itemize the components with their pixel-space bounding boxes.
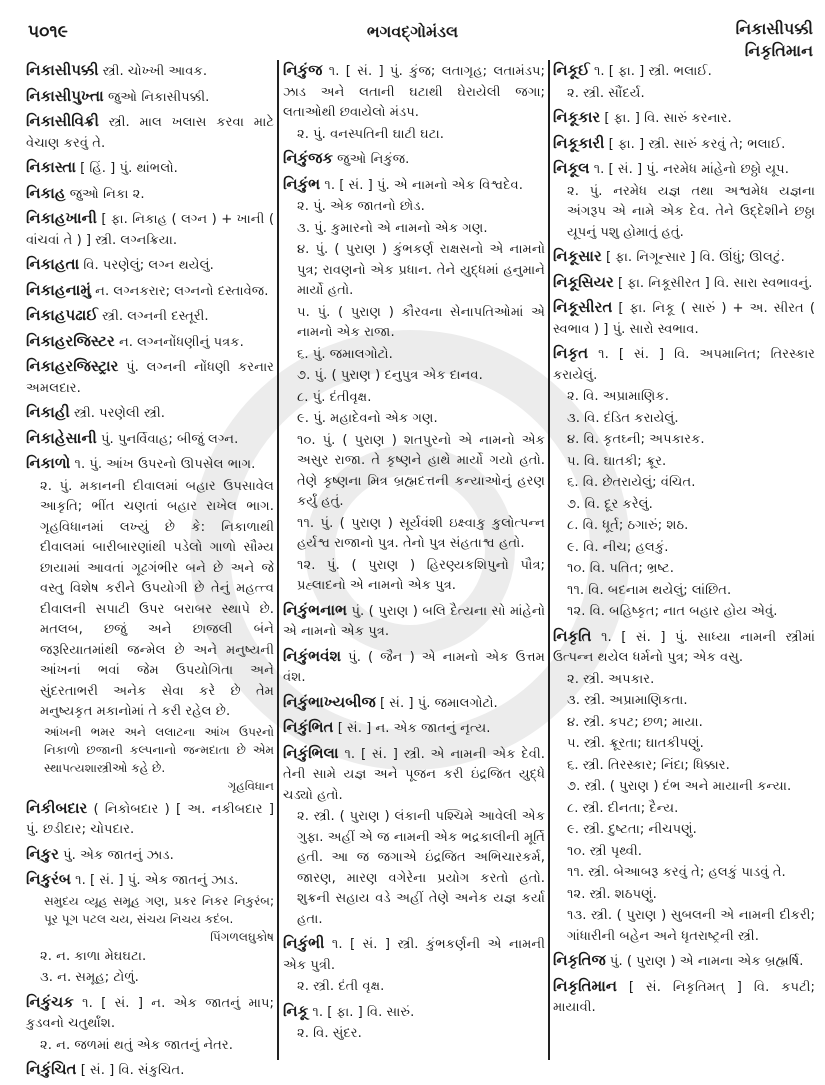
entry-definition: ( નિકોબદાર ) [ અ. નકીબદાર ] પું. છડીદાર; ચોપદાર. [26, 801, 274, 837]
entry-definition: [ ફા. નિકૂસીરત ] વિ. સારા સ્વભાવનું. [617, 275, 813, 291]
dictionary-entry [26, 208, 274, 251]
dictionary-column-1 [26, 60, 274, 1085]
entry-definition: [ ફા. નિગૂન્સાર ] વિ. ઊંધું; ઊલટું. [605, 250, 785, 265]
entry-definition: પું. લગ્નની નોંધણી કરનાર અમલદાર. [26, 360, 274, 396]
entry-headword: નિકાહતા [26, 255, 80, 273]
dictionary-entry [26, 157, 274, 180]
dictionary-entry [26, 428, 274, 451]
entry-headword: નિકુંભી [283, 934, 325, 952]
sub-sense: ૭. પું. ( પુરાણ ) દનુપુત્ર એક દાનવ. [297, 368, 483, 383]
citation-text: આંખની ભમર અને લલાટના આંખ ઉપરનો નિકાળો છજાની કલ્પનાનો જન્મદાતા છે એમ સ્થાપત્યશાસ્ત્રીઓ કહે છે. [44, 724, 274, 775]
sub-sense: ૪. વિ. કૃતઘ્ની; અપકારક. [567, 432, 705, 447]
entry-headword: નિકાહ [26, 183, 66, 202]
dictionary-entry [283, 646, 545, 689]
dictionary-entry [26, 844, 274, 867]
sub-sense: ૬. પું. જમાલગોટો. [297, 346, 393, 362]
dictionary-entry [283, 933, 545, 998]
entry-headword: નિકુંભિલા [283, 743, 339, 762]
entry-headword: નિકુંચિત [26, 1060, 77, 1078]
entry-definition: ૧. [ સં. ] પું. કુંજ; લતાગૃહ; લતામંડપ; ઝાડ અને લતાની ઘટાથી ઘેરાયેલી જગા; લતાઓથી છવાયેલો મંડપ. [283, 64, 545, 120]
page-number: ૫૦૧૯ [28, 22, 68, 42]
sub-sense: ૩. પું. કુમારનો એ નામનો એક ગણ. [297, 220, 488, 236]
sub-sense: ૧૨. સ્ત્રી. શઠપણું. [567, 886, 657, 902]
entry-headword: નિકૂલ [553, 159, 590, 177]
entry-headword: નિકુંજ [283, 61, 323, 79]
sub-sense: ૯. પું. મહાદેવનો એક ગણ. [297, 411, 438, 426]
entry-headword: નિકૃતિજ [553, 951, 606, 969]
entry-headword: નિકીબદાર [26, 798, 88, 817]
dictionary-entry [26, 331, 274, 354]
entry-headword: નિકૂકારી [553, 133, 605, 152]
dictionary-entry [553, 246, 815, 269]
sub-sense: ૧૧. વિ. બદનામ થયેલું; લાંછિત. [567, 582, 732, 598]
sub-sense: ૨. વિ. અપ્રામાણિક. [567, 389, 669, 404]
entry-definition: સ્ત્રી. લગ્નની દસ્તૂરી. [102, 309, 209, 324]
dictionary-entry [553, 60, 815, 104]
sub-sense: ૯. સ્ત્રી. દુષ્ટતા; નીચપણું. [567, 822, 697, 837]
entry-definition: ૧. [ સં. ] સ્ત્રી. કુંભકર્ણની એ નામની એક પુત્રી. [283, 937, 545, 973]
entry-headword: નિકાહનામું [26, 280, 91, 299]
sub-sense: ૮. વિ. ધૂર્ત; ઠગારું; શઠ. [567, 518, 689, 533]
sub-sense: ૧૦. પું. ( પુરાણ ) શતપુરનો એ નામનો એક અસુર રાજા. તે કૃષ્ણને હાથે માર્યો ગયો હતો. તેણે કૃષ્ણના મિત્ર બ્રહ્મદત્તની કન્યાઓનું હરણ કર્યું હતું. [297, 432, 545, 509]
entry-headword: નિકુર [26, 844, 59, 863]
sub-sense: ૧૧. પું. ( પુરાણ ) સૂર્યવંશી ઇક્ષ્વાકુ કુલોત્પન્ન હર્યશ્વ રાજાનો પુત્ર. તેનો પુત્ર સંહતાશ્વ હતો. [297, 515, 545, 551]
entry-headword: નિકૂ [283, 1001, 309, 1020]
sub-sense: ૮. પું. દંતીવૃક્ષ. [297, 389, 372, 405]
dictionary-entry [553, 158, 815, 243]
dictionary-entry [26, 111, 274, 154]
dictionary-entry [26, 402, 274, 425]
entry-headword: નિકાહી [26, 403, 70, 421]
dictionary-entry [553, 343, 815, 623]
dictionary-entry [26, 305, 274, 328]
entry-definition: પું. ( જૈન ) એ નામનો એક ઉત્તમ વંશ. [283, 649, 545, 685]
entry-headword: નિકુંભિત [283, 718, 334, 736]
entry-headword: નિકુંભાખ્યબીજ [283, 692, 376, 711]
sub-sense: ૪. સ્ત્રી. કપટ; છળ; માયા. [567, 714, 703, 730]
entry-definition: ન. લગ્નનોંધણીનું પત્રક. [118, 334, 244, 350]
entry-definition: ૧. [ સં. ] પું. નરમેધ માંહેનો છઠ્ઠો યૂપ. [593, 162, 789, 177]
entry-definition: ન. લગ્નકરાર; લગ્નનો દસ્તાવેજ. [95, 283, 269, 299]
sub-sense: ૧૨. પું. ( પુરાણ ) હિરણ્યકશિપુનો પૌત્ર; પ્રહ્લાદનો એ નામનો એક પુત્ર. [297, 557, 545, 593]
dictionary-entry [26, 869, 274, 989]
entry-headword: નિકાહરજિસ્ટ્રાર [26, 357, 119, 375]
sub-sense: ૨. સ્ત્રી. ( પુરાણ ) લંકાની પશ્ચિમે આવેલી એક ગુફા. અહીં એ જ નામની એક ભદ્રકાલીની મૂર્તિ હતી. આ જ જગાએ ઇંદ્રજિત અભિચારકર્મ, જારણ, મારણ વગેરેના પ્રયોગ કરતો હતો. શુક્રની સહાય વડે અહીં તેણે અનેક યજ્ઞ કર્યા હતા. [297, 809, 545, 927]
entry-definition: ૧. [ ફા. ] સ્ત્રી. ભલાઈ. [593, 64, 712, 79]
sub-sense: ૫. પું. ( પુરાણ ) કૌરવના સેનાપતિઓમાં એ નામનો એક રાજા. [297, 304, 545, 340]
sub-sense: ૬. સ્ત્રી. તિરસ્કાર; નિંદા; ધિક્કાર. [567, 757, 730, 773]
guide-word-last: નિકૃતિમાન [744, 41, 813, 60]
entry-headword: નિકૂસીરત [553, 298, 613, 316]
entry-headword: નિકાસીપક્કી [26, 61, 99, 79]
dictionary-entry [26, 992, 274, 1057]
citation-quote [26, 723, 274, 795]
entry-headword: નિકાહખાની [26, 209, 97, 227]
dictionary-entry [553, 626, 815, 948]
sub-sense: ૨. પું. નરમેધ યજ્ઞ તથા અશ્વમેધ યજ્ઞના અંગરૂપ એ નામે એક દેવ. તેને ઉદ્દેશીને છઠ્ઠા યૂપનું પશુ હોમાતું હતું. [567, 183, 815, 240]
entry-headword: નિકૃતિમાન [553, 976, 617, 995]
citation-quote [26, 892, 274, 946]
sub-sense: ૩. વિ. દંડિત કરાયેલું. [567, 410, 679, 426]
entry-definition: સ્ત્રી. પરણેલી સ્ત્રી. [74, 406, 165, 421]
entry-headword: નિકૂકાર [553, 108, 601, 126]
entry-definition: વિ. પરણેલું; લગ્ન થયેલું. [83, 258, 214, 273]
entry-definition: પું. ( પુરાણ ) બલિ દૈત્યના સો માંહેનો એ નામનો એક પુત્ર. [283, 603, 545, 639]
dictionary-entry [283, 60, 545, 145]
entry-headword: નિકુંભવંશ [283, 646, 342, 665]
entry-headword: નિકુરંબ [26, 870, 71, 888]
entry-definition: સ્ત્રી. માલ ખલાસ કરવા માટે વેચાણ કરવું તે. [26, 115, 274, 151]
sub-sense: ૨. ન. કાળા મેઘઘટા. [40, 948, 147, 964]
sub-sense: ૨. સ્ત્રી. દંતી વૃક્ષ. [297, 979, 385, 994]
entry-definition: ૧. [ સં. ] વિ. અપમાનિત; તિરસ્કાર કરાયેલું. [553, 347, 815, 383]
entry-definition: [ હિં. ] પું. થાંભલો. [80, 161, 178, 176]
dictionary-entry [26, 1059, 274, 1082]
sub-sense: ૪. પું. ( પુરાણ ) કુંભકર્ણ રાક્ષસનો એ નામનો પુત્ર; રાવણનો એક પ્રધાન. તેને યુદ્ધમાં હનુમાને માર્યો હતો. [297, 242, 545, 298]
dictionary-entry [553, 107, 815, 130]
entry-headword: નિકૂસાર [553, 247, 602, 265]
entry-definition: ૧. [ સં. ] પું. એક જાતનું ઝાડ. [75, 873, 239, 888]
dictionary-entry [26, 60, 274, 83]
sub-sense: ૧૨. વિ. બહિષ્કૃત; નાત બહાર હોય એવું. [567, 604, 778, 619]
citation-source: પિંગળલઘુકોષ [210, 929, 274, 944]
entry-definition: ૧. [ સં. ] સ્ત્રી. એ નામની એક દેવી. તેની સામે યજ્ઞ અને પૂજન કરી ઇંદ્રજિત યુદ્ધે ચડ્યો હતો. [283, 746, 545, 803]
entry-definition: પું. પુનર્વિવાહ; બીજું લગ્ન. [101, 431, 239, 447]
entry-definition: [ ફા. નિકૂ ( સારું ) + અ. સીરત ( સ્વભાવ ) ] પું. સારો સ્વભાવ. [553, 301, 815, 337]
entry-headword: નિકુંજક [283, 149, 333, 167]
entry-headword: નિકૃતિ [553, 626, 592, 645]
entry-headword: નિકાહપઢાઈ [26, 306, 98, 324]
dictionary-column-2 [283, 60, 545, 1048]
dictionary-entry [283, 717, 545, 740]
entry-headword: નિકાસીપુખ્તા [26, 86, 104, 105]
dictionary-entry [283, 1001, 545, 1045]
entry-headword: નિકુંભ [283, 174, 321, 193]
dictionary-column-3 [553, 60, 815, 1022]
dictionary-entry [283, 600, 545, 643]
entry-headword: નિકાહેસાની [26, 428, 97, 447]
entry-definition: પું. ( પુરાણ ) એ નામના એક બ્રહ્મર્ષિ. [609, 954, 804, 969]
column-divider [277, 60, 279, 1060]
dictionary-entry [283, 174, 545, 597]
entry-headword: નિકૃત [553, 344, 589, 362]
dictionary-entry [283, 692, 545, 715]
sub-sense: ૮. સ્ત્રી. દીનતા; દૈન્ય. [567, 800, 679, 816]
citation-source: ગૃહવિધાન [227, 778, 274, 793]
sub-sense: ૨. સ્ત્રી. સૌંદર્ય. [567, 85, 645, 101]
dictionary-entry [26, 183, 274, 206]
entry-definition: ૧. [ સં. ] પું. એ નામનો એક વિશ્વદેવ. [324, 177, 523, 193]
entry-definition: [ ફા. નિકાહ ( લગ્ન ) + ખાની ( વાંચવાં તે ) ] સ્ત્રી. લગ્નક્રિયા. [26, 212, 274, 248]
sub-sense: ૧૩. સ્ત્રી. ( પુરાણ ) સુબલની એ નામની દીકરી; ગાંધારીની બહેન અને ધૃતરાષ્ટ્રની સ્ત્રી. [567, 908, 815, 944]
entry-definition: ૧. [ સં. ] ન. એક જાતનું માપ; કુડવનો ચતુર્થાંશ. [26, 995, 275, 1031]
dictionary-entry [283, 743, 545, 931]
sub-sense: ૨. પું. એક જાતનો છોડ. [297, 199, 425, 214]
entry-definition: [ સં. ] વિ. સંકુચિત. [80, 1063, 185, 1078]
sub-sense: ૧૧. સ્ત્રી. બેઆબરૂ કરવું તે; હલકું પાડવું તે. [567, 865, 786, 880]
entry-headword: નિકાહરજિસ્ટર [26, 331, 115, 350]
sub-sense: ૨. સ્ત્રી. અપકાર. [567, 671, 655, 687]
dictionary-entry [553, 272, 815, 295]
sub-sense: ૨. પું. વનસ્પતિની ઘાટી ઘટા. [297, 126, 444, 142]
entry-headword: નિકુંભનાભ [283, 600, 348, 619]
entry-definition: જુઓ નિકાસીપક્કી. [107, 89, 210, 105]
entry-definition: ૧. [ ફા. ] વિ. સારું. [312, 1004, 415, 1020]
sub-sense: ૧૦. સ્ત્રી પૃથ્વી. [567, 843, 642, 859]
sub-sense: ૫. વિ. ઘાતકી; ક્રૂર. [567, 453, 667, 469]
sub-sense: ૯. વિ. નીચ; હલકું. [567, 539, 669, 555]
sub-sense: ૨. પું. મકાનની દીવાલમાં બહાર ઉપસાવેલ આકૃતિ; ભીંત ચણતાં બહાર રાખેલ ભાગ. ગૃહવિધાનમાં લખ્યું છે કે: નિકાળાથી દીવાલમાં બારીબારણાંથી પડેલો ગાળો સૌમ્ય છાયામાં આવતાં ગૂઢગંભીર બને છે અને જે વસ્તુ વિશેષ કરીને ઉપયોગી છે તેનું મહત્ત્વ દીવાલની સપાટી ઉપર બરાબર સ્થાપે છે. મતલબ, છજું અને છાજલી બંને જરૂરિયાતમાંથી જન્મેલ છે અને મનુષ્યની આંખનાં ભવાં જેમ ઉપયોગિતા અને સુંદરતાભરી અનેક સેવા કરે છે તેમ મનુષ્યકૃત મકાનોમાં તે કરી રહેલ છે. [40, 478, 274, 719]
dictionary-entry [283, 148, 545, 171]
column-divider [548, 60, 550, 1060]
sub-sense: ૭. સ્ત્રી. ( પુરાણ ) દંભ અને માયાની કન્યા. [567, 779, 792, 794]
entry-definition: જુઓ નિકુંજ. [337, 152, 410, 167]
dictionary-entry [553, 133, 815, 156]
sub-sense: ૭. વિ. દૂર કરેલું. [567, 496, 653, 512]
entry-definition: [ ફા. ] વિ. સારું કરનાર. [604, 111, 732, 126]
dictionary-entry [26, 280, 274, 303]
dictionary-entry [26, 356, 274, 399]
dictionary-entry [553, 950, 815, 973]
entry-headword: નિકાસ્તા [26, 158, 76, 176]
guide-words [736, 18, 813, 62]
entry-headword: નિકુંચક [26, 992, 74, 1011]
entry-headword: નિકાસીવિક્રી [26, 112, 99, 130]
guide-word-first: નિકાસીપક્કી [735, 19, 813, 38]
entry-definition: ૧. પું. આંખ ઉપરનો ઊપસેલ ભાગ. [74, 457, 256, 472]
entry-headword: નિકૂસિયર [553, 272, 614, 291]
entry-headword: નિકાળો [26, 454, 71, 472]
dictionary-entry [26, 86, 274, 109]
sub-sense: ૩. સ્ત્રી. અપ્રામાણિકતા. [567, 693, 688, 708]
entry-definition: [ સં. નિકૃતિમત્ ] વિ. કપટી; માયાવી. [553, 979, 815, 1015]
dictionary-entry [553, 297, 815, 340]
sub-sense: ૨. વિ. સુંદર. [297, 1026, 362, 1041]
entry-definition: [ ફા. ] સ્ત્રી. સારું કરવું તે; ભલાઈ. [608, 136, 786, 152]
entry-definition: પું. એક જાતનું ઝાડ. [63, 847, 174, 863]
entry-definition: [ સં. ] પું. જમાલગોટો. [379, 695, 498, 711]
sub-sense: ૨. ન. જળમાં થતું એક જાતનું નેતર. [40, 1037, 233, 1053]
entry-definition: સ્ત્રી. ચોખ્ખી આવક. [102, 64, 208, 79]
book-title: ભગવદ્ગોમંડલ [366, 22, 459, 41]
sub-sense: ૬. વિ. છેતરાયેલું; વંચિત. [567, 475, 696, 490]
entry-definition: [ સં. ] ન. એક જાતનું નૃત્ય. [337, 721, 491, 736]
entry-definition: જુઓ નિકા ૨. [69, 186, 145, 202]
sub-sense: ૧૦. વિ. પતિત; ભ્રષ્ટ. [567, 561, 674, 576]
dictionary-entry [26, 798, 274, 841]
entry-definition: ૧. [ સં. ] પું. સાધ્યા નામની સ્ત્રીમાં ઉત્પન્ન થયેલ ધર્મનો પુત્ર; એક વસુ. [553, 629, 815, 665]
sub-sense: ૫. સ્ત્રી. ક્રૂરતા; ઘાતકીપણું. [567, 736, 704, 751]
sub-sense: ૩. ન. સમૂહ; ટોળું. [40, 970, 139, 985]
dictionary-entry [26, 453, 274, 795]
entry-headword: નિકૂઈ [553, 61, 590, 79]
citation-text: સમુદય વ્યૂહ સમૂહ ગણ, પ્રકર નિકર નિકુરંબ; પૂર પૂગ પટલ ચય, સંચય નિચય કદંબ. [44, 893, 274, 926]
dictionary-entry [26, 254, 274, 277]
dictionary-entry [553, 976, 815, 1019]
